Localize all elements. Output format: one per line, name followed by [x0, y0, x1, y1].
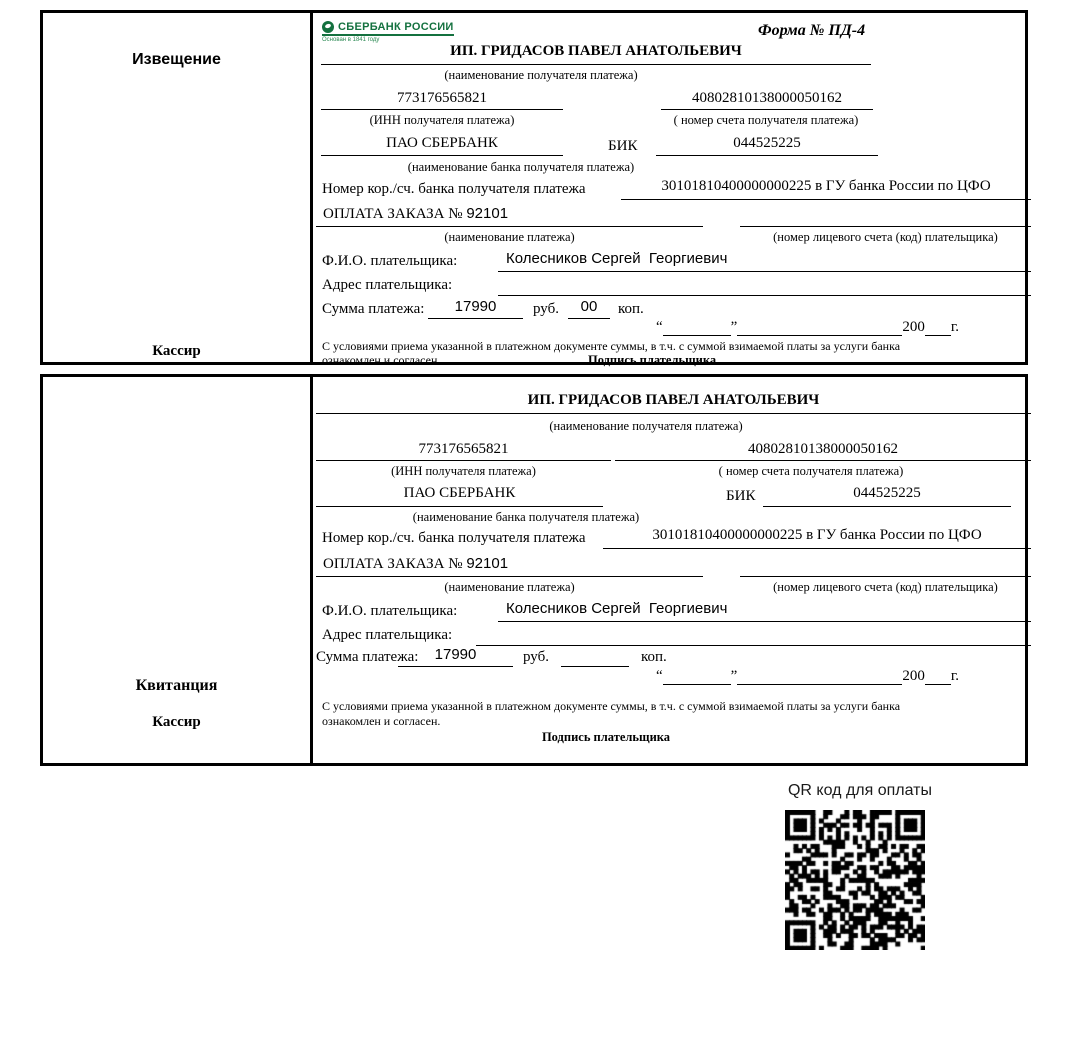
- terms-line1: С условиями приема указанной в платежном документе суммы, в т.ч. с суммой взимаемой платы за услуги банка: [322, 339, 901, 353]
- payer-address-value: [498, 274, 1031, 296]
- payment-name-label: ОПЛАТА ЗАКАЗА №: [323, 206, 463, 222]
- payment-name-field: [316, 205, 703, 227]
- quote-open: “: [656, 668, 663, 684]
- payer-fio-label: Ф.И.О. плательщика:: [322, 253, 458, 269]
- rub-label: руб.: [533, 301, 559, 317]
- terms-line1: С условиями приема указанной в платежном документе суммы, в т.ч. с суммой взимаемой платы за услуги банка: [322, 699, 901, 713]
- account-caption: ( номер счета получателя платежа): [673, 113, 859, 127]
- amount-rub-value: 17990: [398, 646, 513, 667]
- amount-kop-value: [561, 646, 629, 667]
- recipient-caption: (наименование получателя платежа): [549, 419, 743, 433]
- terms-line2: ознакомлен и согласен.: [322, 714, 441, 728]
- date-row: [656, 668, 959, 685]
- sberbank-logo-tagline: Основан в 1841 году: [322, 37, 380, 43]
- payer-code-field: [740, 555, 1031, 577]
- payer-address-value: [476, 624, 1031, 646]
- receipt-section: [40, 374, 1028, 766]
- corr-label: Номер кор./сч. банка получателя платежа: [322, 181, 586, 197]
- bank-caption: (наименование банка получателя платежа): [407, 160, 635, 174]
- bik-value: 044525225: [656, 135, 878, 156]
- date-year-line: [925, 321, 951, 336]
- account-value: 40802810138000050162: [615, 441, 1031, 461]
- year-suffix: г.: [950, 319, 960, 335]
- form-title: Форма № ПД-4: [758, 22, 866, 39]
- notice-side-column: [43, 13, 313, 362]
- notice-cashier-label: Кассир: [152, 343, 201, 359]
- kop-label: коп.: [641, 649, 667, 665]
- corr-label: Номер кор./сч. банка получателя платежа: [322, 530, 586, 546]
- payer-fio-value: Колесников Сергей Георгиевич: [498, 250, 1031, 272]
- receipt-content: [316, 377, 1025, 763]
- payer-fio-value: Колесников Сергей Георгиевич: [498, 600, 1031, 622]
- kop-label: коп.: [618, 301, 644, 317]
- rub-label: руб.: [523, 649, 549, 665]
- payer-address-label: Адрес плательщика:: [322, 627, 453, 643]
- bank-name: ПАО СБЕРБАНК: [316, 485, 603, 507]
- recipient-caption: (наименование получателя платежа): [444, 68, 638, 82]
- payer-code-caption: (номер лицевого счета (код) плательщика): [773, 230, 998, 244]
- corr-value: 30101810400000000225 в ГУ банка России по ЦФО: [603, 527, 1031, 549]
- inn-caption: (ИНН получателя платежа): [391, 464, 536, 478]
- payer-code-caption: (номер лицевого счета (код) плательщика): [773, 580, 998, 594]
- qr-label: QR код для оплаты: [787, 782, 932, 799]
- quote-open: “: [656, 319, 663, 335]
- sum-label: Сумма платежа:: [316, 649, 419, 665]
- receipt-title: Квитанция: [135, 677, 218, 694]
- date-month-line: [737, 321, 902, 336]
- bik-value: 044525225: [763, 485, 1011, 507]
- sum-label: Сумма платежа:: [322, 301, 425, 317]
- year-prefix: 200: [902, 319, 925, 335]
- payer-code-field: [740, 205, 1031, 227]
- recipient-name: ИП. ГРИДАСОВ ПАВЕЛ АНАТОЛЬЕВИЧ: [321, 43, 871, 65]
- notice-content: [316, 13, 1025, 367]
- bank-caption: (наименование банка получателя платежа): [412, 510, 640, 524]
- year-prefix: 200: [902, 668, 925, 684]
- payment-name-caption: (наименование платежа): [444, 580, 575, 594]
- bank-name: ПАО СБЕРБАНК: [321, 135, 563, 156]
- notice-title: Извещение: [132, 51, 221, 68]
- sberbank-logo: [322, 21, 454, 43]
- payer-fio-label: Ф.И.О. плательщика:: [322, 603, 458, 619]
- payment-name-caption: (наименование платежа): [444, 230, 575, 244]
- receipt-side-column: [43, 377, 313, 763]
- amount-rub-value: 17990: [428, 298, 523, 319]
- signature-label: Подпись плательщика: [588, 353, 717, 367]
- qr-code: [785, 810, 925, 950]
- quote-close: ”: [730, 319, 738, 335]
- inn-value: 773176565821: [316, 441, 611, 461]
- payment-name-field: [316, 555, 703, 577]
- recipient-name: ИП. ГРИДАСОВ ПАВЕЛ АНАТОЛЬЕВИЧ: [316, 392, 1031, 414]
- bik-label: БИК: [608, 138, 638, 154]
- account-value: 40802810138000050162: [661, 90, 873, 110]
- payer-address-label: Адрес плательщика:: [322, 277, 453, 293]
- order-number: 92101: [466, 555, 509, 572]
- sberbank-logo-icon: [322, 21, 334, 33]
- terms-line2: ознакомлен и согласен.: [322, 353, 441, 367]
- signature-label: Подпись плательщика: [541, 730, 671, 744]
- year-suffix: г.: [950, 668, 960, 684]
- corr-value: 30101810400000000225 в ГУ банка России по ЦФО: [621, 178, 1031, 200]
- date-month-line: [737, 670, 902, 685]
- amount-kop-value: 00: [568, 298, 610, 319]
- quote-close: ”: [730, 668, 738, 684]
- receipt-cashier-label: Кассир: [152, 714, 201, 730]
- order-number: 92101: [466, 205, 509, 222]
- notice-section: [40, 10, 1028, 365]
- date-day-line: [663, 321, 731, 336]
- inn-caption: (ИНН получателя платежа): [369, 113, 515, 127]
- account-caption: ( номер счета получателя платежа): [718, 464, 904, 478]
- inn-value: 773176565821: [321, 90, 563, 110]
- date-row: [656, 319, 959, 336]
- sberbank-logo-text: СБЕРБАНК РОССИИ: [338, 21, 454, 33]
- date-day-line: [663, 670, 731, 685]
- bik-label: БИК: [726, 488, 756, 504]
- payment-name-label: ОПЛАТА ЗАКАЗА №: [323, 556, 463, 572]
- date-year-line: [925, 670, 951, 685]
